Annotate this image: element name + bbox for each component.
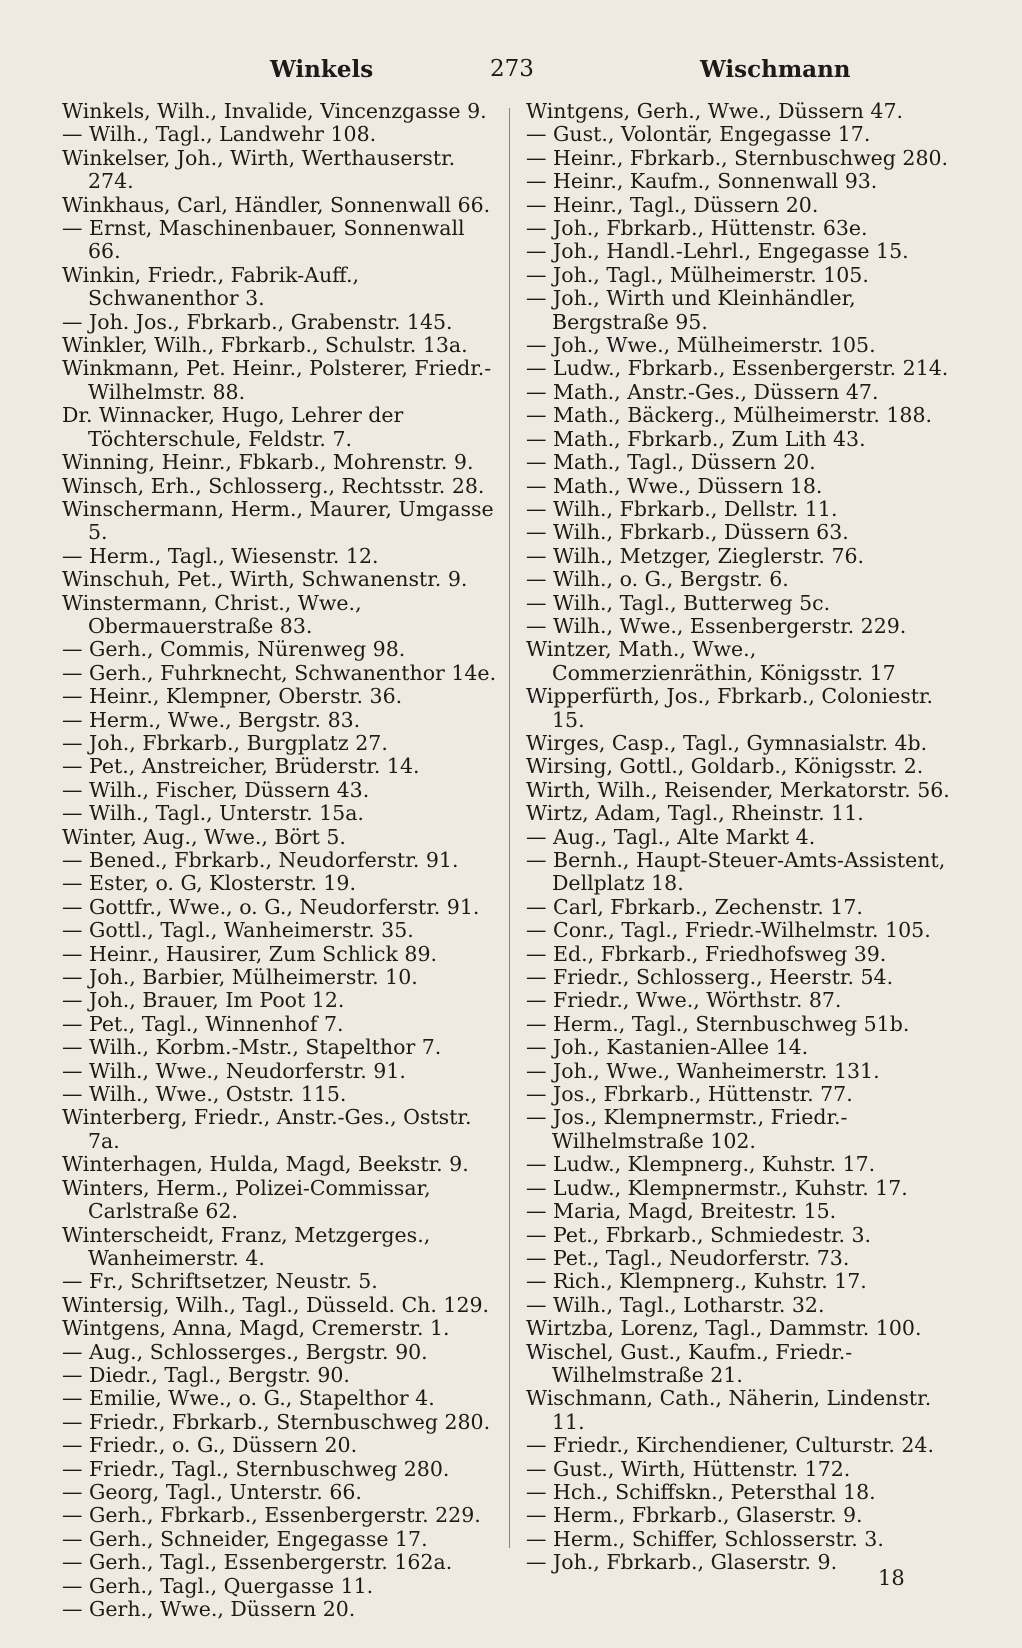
directory-entry: — Wilh., Fischer, Düssern 43. — [62, 777, 370, 802]
directory-entry: — Jos., Klempnermstr., Friedr.-Wilhelmstraße 102. — [526, 1105, 848, 1153]
directory-entry: — Wilh., Fbrkarb., Dellstr. 11. — [526, 496, 838, 521]
directory-entry: — Friedr., Tagl., Sternbuschweg 280. — [62, 1456, 450, 1481]
directory-entry: Wirth, Wilh., Reisender, Merkatorstr. 56. — [526, 777, 950, 802]
directory-entry: Winstermann, Christ., Wwe., Obermauerstraße 83. — [62, 590, 362, 638]
directory-entry: — Wilh., Wwe., Essenbergerstr. 229. — [526, 613, 907, 638]
left-column — [62, 100, 502, 1621]
page-header — [60, 56, 980, 96]
directory-entry: — Herm., Schiffer, Schlosserstr. 3. — [526, 1526, 884, 1551]
directory-entry: — Wilh., o. G., Bergstr. 6. — [526, 567, 789, 592]
directory-entry: — Gust., Volontär, Engegasse 17. — [526, 122, 871, 147]
directory-entry: — Ludw., Klempnerg., Kuhstr. 17. — [526, 1152, 876, 1177]
directory-entry: — Aug., Schlosserges., Bergstr. 90. — [62, 1339, 428, 1364]
directory-entry: — Heinr., Tagl., Düssern 20. — [526, 192, 819, 217]
directory-entry: — Herm., Fbrkarb., Glaserstr. 9. — [526, 1503, 863, 1528]
directory-entry: — Friedr., Wwe., Wörthstr. 87. — [526, 988, 842, 1013]
directory-entry: — Hch., Schiffskn., Petersthal 18. — [526, 1479, 876, 1504]
directory-entry: — Heinr., Hausirer, Zum Schlick 89. — [62, 941, 438, 966]
directory-entry: Winter, Aug., Wwe., Bört 5. — [62, 824, 346, 849]
directory-entry: — Wilh., Tagl., Lotharstr. 32. — [526, 1292, 825, 1317]
directory-entry: — Pet., Fbrkarb., Schmiedestr. 3. — [526, 1222, 872, 1247]
directory-entry: — Joh., Barbier, Mülheimerstr. 10. — [62, 965, 418, 990]
directory-entry: — Ernst, Maschinenbauer, Sonnenwall 66. — [62, 216, 465, 264]
directory-entry: — Bernh., Haupt-Steuer-Amts-Assistent, Dellplatz 18. — [526, 848, 946, 896]
directory-entry: — Gerh., Fuhrknecht, Schwanenthor 14e. — [62, 660, 497, 685]
directory-entry: — Joh., Fbrkarb., Glaserstr. 9. — [526, 1550, 838, 1575]
directory-entry: — Ester, o. G, Klosterstr. 19. — [62, 871, 356, 896]
directory-entry: — Ludw., Klempnermstr., Kuhstr. 17. — [526, 1175, 908, 1200]
directory-entry: — Friedr., o. G., Düssern 20. — [62, 1433, 358, 1458]
directory-entry: — Friedr., Schlosserg., Heerstr. 54. — [526, 965, 894, 990]
directory-entry: — Wilh., Tagl., Landwehr 108. — [62, 122, 377, 147]
directory-entry: — Joh., Wwe., Mülheimerstr. 105. — [526, 333, 876, 358]
directory-entry: Winterhagen, Hulda, Magd, Beekstr. 9. — [62, 1152, 469, 1177]
directory-entry: Winkhaus, Carl, Händler, Sonnenwall 66. — [62, 192, 491, 217]
directory-entry: Dr. Winnacker, Hugo, Lehrer der Töchterschule, Feldstr. 7. — [62, 403, 404, 451]
directory-entry: — Rich., Klempnerg., Kuhstr. 17. — [526, 1269, 867, 1294]
directory-entry: — Diedr., Tagl., Bergstr. 90. — [62, 1362, 350, 1387]
directory-entry: — Herm., Tagl., Wiesenstr. 12. — [62, 543, 379, 568]
directory-entry: — Pet., Anstreicher, Brüderstr. 14. — [62, 754, 420, 779]
directory-entry: — Carl, Fbrkarb., Zechenstr. 17. — [526, 894, 863, 919]
directory-entry: Wirsing, Gottl., Goldarb., Königsstr. 2. — [526, 754, 924, 779]
directory-entry: — Pet., Tagl., Neudorferstr. 73. — [526, 1245, 850, 1270]
directory-entry: Wintersig, Wilh., Tagl., Düsseld. Ch. 129. — [62, 1292, 490, 1317]
directory-entry: — Friedr., Kirchendiener, Culturstr. 24. — [526, 1433, 934, 1458]
column-divider — [509, 108, 510, 1548]
directory-entry: — Gottl., Tagl., Wanheimerstr. 35. — [62, 918, 414, 943]
directory-entry: — Maria, Magd, Breitestr. 15. — [526, 1199, 837, 1224]
directory-entry: — Joh., Brauer, Im Poot 12. — [62, 988, 345, 1013]
directory-entry: — Wilh., Korbm.-Mstr., Stapelthor 7. — [62, 1035, 442, 1060]
directory-entry: — Herm., Wwe., Bergstr. 83. — [62, 707, 361, 732]
directory-entry: Wischmann, Cath., Näherin, Lindenstr. 11. — [526, 1386, 932, 1434]
directory-entry: — Math., Wwe., Düssern 18. — [526, 473, 823, 498]
directory-entry: — Fr., Schriftsetzer, Neustr. 5. — [62, 1269, 378, 1294]
directory-entry: — Heinr., Fbrkarb., Sternbuschweg 280. — [526, 145, 949, 170]
directory-entry: Wintgens, Gerh., Wwe., Düssern 47. — [526, 99, 904, 123]
directory-entry: — Bened., Fbrkarb., Neudorferstr. 91. — [62, 848, 459, 872]
directory-entry: — Heinr., Kaufm., Sonnenwall 93. — [526, 169, 878, 194]
directory-entry: Winning, Heinr., Fbkarb., Mohrenstr. 9. — [62, 450, 474, 475]
directory-entry: — Friedr., Fbrkarb., Sternbuschweg 280. — [62, 1409, 491, 1434]
directory-entry: — Gust., Wirth, Hüttenstr. 172. — [526, 1456, 851, 1481]
directory-entry: — Math., Bäckerg., Mülheimerstr. 188. — [526, 403, 933, 428]
directory-entry: — Joh., Wirth und Kleinhändler, Bergstraße 95. — [526, 286, 856, 334]
right-column — [526, 100, 958, 1575]
directory-entry: Wischel, Gust., Kaufm., Friedr.-Wilhelmstraße 21. — [526, 1339, 853, 1387]
directory-entry: — Joh., Wwe., Wanheimerstr. 131. — [526, 1058, 880, 1083]
directory-entry: — Wilh., Fbrkarb., Düssern 63. — [526, 520, 849, 545]
directory-entry: — Joh., Kastanien-Allee 14. — [526, 1035, 809, 1060]
directory-entry: — Gerh., Wwe., Düssern 20. — [62, 1597, 356, 1621]
directory-entry: — Gerh., Tagl., Essenbergerstr. 162a. — [62, 1550, 453, 1575]
directory-entry: — Joh., Fbrkarb., Burgplatz 27. — [62, 730, 388, 755]
directory-entry: — Pet., Tagl., Winnenhof 7. — [62, 1011, 344, 1036]
directory-entry: Winterscheidt, Franz, Metzgerges., Wanheimerstr. 4. — [62, 1222, 431, 1270]
directory-entry: Winkler, Wilh., Fbrkarb., Schulstr. 13a. — [62, 333, 468, 358]
directory-entry: Winschermann, Herm., Maurer, Umgasse 5. — [62, 496, 494, 545]
directory-entry: — Emilie, Wwe., o. G., Stapelthor 4. — [62, 1386, 435, 1411]
directory-entry: — Georg, Tagl., Unterstr. 66. — [62, 1479, 362, 1504]
header-left-keyword: Winkels — [270, 56, 374, 83]
directory-entry: — Herm., Tagl., Sternbuschweg 51b. — [526, 1011, 910, 1036]
directory-entry: Wipperfürth, Jos., Fbrkarb., Coloniestr. 15. — [526, 684, 934, 732]
directory-entry: — Ludw., Fbrkarb., Essenbergerstr. 214. — [526, 356, 949, 381]
directory-entry: Wirtzba, Lorenz, Tagl., Dammstr. 100. — [526, 1316, 922, 1341]
directory-entry: — Jos., Fbrkarb., Hüttenstr. 77. — [526, 1082, 853, 1107]
directory-entry: — Gerh., Tagl., Quergasse 11. — [62, 1573, 374, 1598]
directory-entry: — Math., Tagl., Düssern 20. — [526, 450, 816, 475]
directory-entry: — Math., Fbrkarb., Zum Lith 43. — [526, 426, 866, 451]
directory-entry: Winkels, Wilh., Invalide, Vincenzgasse 9. — [62, 99, 487, 123]
directory-entry: — Gerh., Schneider, Engegasse 17. — [62, 1526, 428, 1551]
directory-entry: Winkelser, Joh., Wirth, Werthauserstr. 274. — [62, 145, 456, 194]
directory-entry: — Joh., Tagl., Mülheimerstr. 105. — [526, 262, 869, 287]
directory-entry: — Math., Anstr.-Ges., Düssern 47. — [526, 379, 879, 404]
sheet-signature: 18 — [878, 1566, 905, 1590]
directory-entry: Winschuh, Pet., Wirth, Schwanenstr. 9. — [62, 567, 468, 592]
directory-entry: — Gottfr., Wwe., o. G., Neudorferstr. 91. — [62, 894, 480, 919]
directory-entry: Wirtz, Adam, Tagl., Rheinstr. 11. — [526, 801, 864, 826]
directory-entry: — Wilh., Metzger, Zieglerstr. 76. — [526, 543, 865, 568]
directory-entry: — Joh., Fbrkarb., Hüttenstr. 63e. — [526, 216, 868, 241]
directory-entry: — Wilh., Tagl., Butterweg 5c. — [526, 590, 831, 615]
directory-entry: — Wilh., Tagl., Unterstr. 15a. — [62, 801, 364, 826]
directory-entry: — Ed., Fbrkarb., Friedhofsweg 39. — [526, 941, 887, 966]
directory-entry: — Heinr., Klempner, Oberstr. 36. — [62, 684, 403, 709]
directory-entry: Winsch, Erh., Schlosserg., Rechtsstr. 28. — [62, 473, 485, 498]
directory-entry: Winkin, Friedr., Fabrik-Auff., Schwanenthor 3. — [62, 262, 360, 311]
directory-entry: Winkmann, Pet. Heinr., Polsterer, Friedr.-Wilhelmstr. 88. — [62, 356, 492, 404]
directory-entry: Wirges, Casp., Tagl., Gymnasialstr. 4b. — [526, 730, 928, 755]
header-right-keyword: Wischmann — [700, 56, 851, 83]
directory-entry: — Gerh., Fbrkarb., Essenbergerstr. 229. — [62, 1503, 481, 1528]
directory-entry: — Aug., Tagl., Alte Markt 4. — [526, 824, 816, 849]
directory-entry: — Wilh., Wwe., Oststr. 115. — [62, 1082, 347, 1107]
directory-entry: Wintzer, Math., Wwe., Commerzienräthin, Königsstr. 17 — [526, 637, 896, 685]
page-number: 273 — [490, 56, 534, 82]
directory-entry: — Gerh., Commis, Nürenweg 98. — [62, 637, 406, 662]
directory-entry: Winters, Herm., Polizei-Commissar, Carlstraße 62. — [62, 1175, 431, 1224]
directory-entry: — Joh., Handl.-Lehrl., Engegasse 15. — [526, 239, 909, 264]
directory-entry: Winterberg, Friedr., Anstr.-Ges., Oststr. 7a. — [62, 1105, 472, 1153]
directory-entry: — Joh. Jos., Fbrkarb., Grabenstr. 145. — [62, 309, 453, 334]
directory-entry: — Conr., Tagl., Friedr.-Wilhelmstr. 105. — [526, 918, 931, 943]
directory-entry: Wintgens, Anna, Magd, Cremerstr. 1. — [62, 1316, 450, 1341]
directory-entry: — Wilh., Wwe., Neudorferstr. 91. — [62, 1058, 406, 1083]
